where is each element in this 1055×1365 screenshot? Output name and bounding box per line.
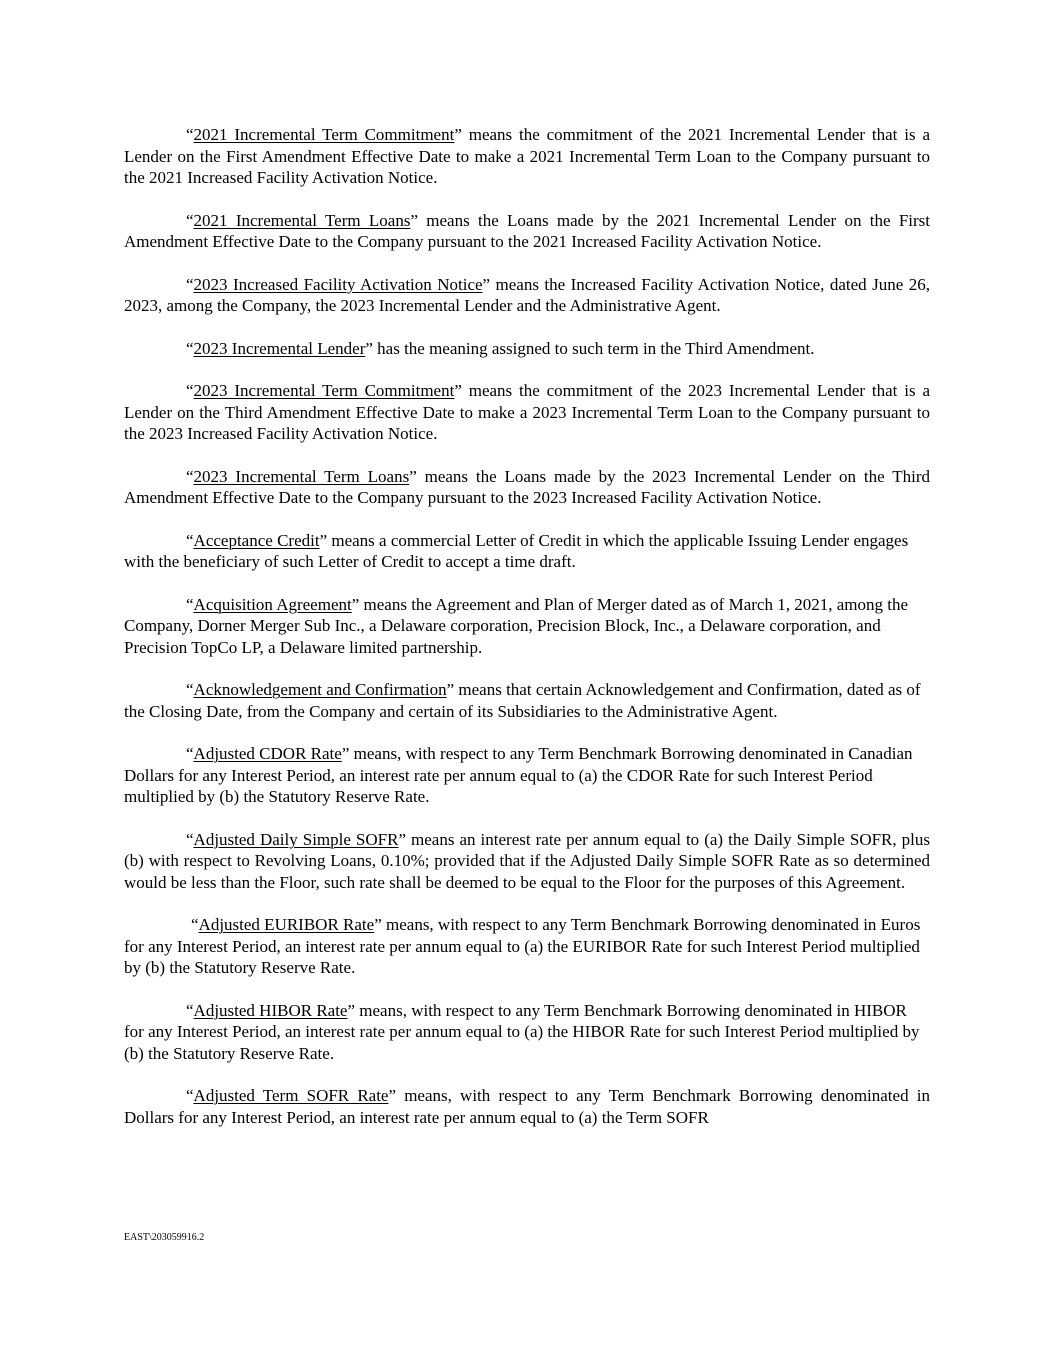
definition-paragraph: “Adjusted Term SOFR Rate” means, with respect to any Term Benchmark Borrowing denominated in Dollars for any Interest Period, an interest rate per annum equal to (a) the Term SOFR (124, 1086, 930, 1127)
defined-term: Acknowledgement and Confirmation (193, 680, 447, 699)
definition-text: ” means, with respect to any Term Benchmark Borrowing denominated in Canadian Dollars for any Interest Period, an interest rate per annum equal to (a) the CDOR Rate for such Interest Period multiplied by (b) the Statutory Reserve Rate. (124, 744, 913, 806)
definition-paragraph: “Acceptance Credit” means a commercial Letter of Credit in which the applicable Issuing Lender engages with the beneficiary of such Letter of Credit to accept a time draft. (124, 530, 909, 571)
defined-term: 2023 Incremental Term Commitment (193, 381, 455, 400)
definition-text: ” means, with respect to any Term Benchmark Borrowing denominated in HIBOR for any Interest Period, an interest rate per annum equal to (a) the HIBOR Rate for such Interest Period multiplied by (b) the Statutory Reserve Rate. (124, 1000, 920, 1063)
defined-term: 2023 Incremental Lender (193, 338, 366, 358)
definition-paragraph: “2023 Incremental Term Commitment” means the commitment of the 2023 Incremental Lender that is a Lender on the Third Amendment Effective Date to make a 2023 Incremental Term Loan to the Company pursuant to the 2023 Increased Facility Activation Notice. (124, 381, 930, 443)
definition-text: ” means the commitment of the 2021 Incremental Lender that is a Lender on the First Amendment Effective Date to make a 2021 Incremental Term Loan to the Company pursuant to the 2021 Increased Facility Activation Notice. (124, 125, 930, 187)
defined-term: Adjusted HIBOR Rate (193, 1000, 348, 1020)
definition-text: ” means, with respect to any Term Benchmark Borrowing denominated in Dollars for any Interest Period, an interest rate per annum equal to (a) the Term SOFR (124, 1086, 930, 1127)
defined-term: Adjusted EURIBOR Rate (198, 915, 375, 934)
definition-text: ” means a commercial Letter of Credit in which the applicable Issuing Lender engages with the beneficiary of such Letter of Credit to accept a time draft. (124, 530, 909, 571)
definition-paragraph: “2023 Increased Facility Activation Notice” means the Increased Facility Activation Notice, dated June 26, 2023, among the Company, the 2023 Incremental Lender and the Administrative Agent. (124, 274, 930, 315)
defined-term: Adjusted CDOR Rate (193, 744, 342, 763)
document-footer-id: EAST\203059916.2 (124, 1232, 205, 1243)
definition-text: ” means that certain Acknowledgement and Confirmation, dated as of the Closing Date, from the Company and certain of its Subsidiaries to the Administrative Agent. (124, 680, 921, 721)
defined-term: 2023 Increased Facility Activation Notice (193, 274, 483, 294)
defined-term: 2021 Incremental Term Commitment (193, 125, 455, 144)
definition-paragraph: “Acquisition Agreement” means the Agreement and Plan of Merger dated as of March 1, 2021, among the Company, Dorner Merger Sub Inc., a Delaware corporation, Precision Block, Inc., a Delaware corporation, and Precision TopCo LP, a Delaware limited partnership. (124, 594, 908, 657)
definition-text: ” means the Loans made by the 2023 Incremental Lender on the Third Amendment Effective Date to the Company pursuant to the 2023 Increased Facility Activation Notice. (124, 466, 930, 507)
definition-text: ” means the Agreement and Plan of Merger dated as of March 1, 2021, among the Company, Dorner Merger Sub Inc., a Delaware corporation, Precision Block, Inc., a Delaware corporation, and Precision TopCo LP, a Delaware limited partnership. (124, 594, 908, 657)
definition-paragraph: “2021 Incremental Term Loans” means the Loans made by the 2021 Incremental Lender on the First Amendment Effective Date to the Company pursuant to the 2021 Increased Facility Activation Notice. (124, 210, 930, 251)
definition-text: ” means the Increased Facility Activation Notice, dated June 26, 2023, among the Company, the 2023 Incremental Lender and the Administrative Agent. (124, 274, 930, 315)
defined-term: 2023 Incremental Term Loans (193, 466, 410, 486)
definition-paragraph: “2023 Incremental Term Loans” means the Loans made by the 2023 Incremental Lender on the Third Amendment Effective Date to the Company pursuant to the 2023 Increased Facility Activation Notice. (124, 466, 930, 507)
definition-paragraph: “Adjusted Daily Simple SOFR” means an interest rate per annum equal to (a) the Daily Simple SOFR, plus (b) with respect to Revolving Loans, 0.10%; provided that if the Adjusted Daily Simple SOFR Rate as so determined would be less than the Floor, such rate shall be deemed to be equal to the Floor for the purposes of this Agreement. (124, 829, 930, 892)
definition-paragraph: “2021 Incremental Term Commitment” means the commitment of the 2021 Incremental Lender that is a Lender on the First Amendment Effective Date to make a 2021 Incremental Term Loan to the Company pursuant to the 2021 Increased Facility Activation Notice. (124, 125, 930, 187)
definition-paragraph: “Adjusted EURIBOR Rate” means, with respect to any Term Benchmark Borrowing denominated in Euros for any Interest Period, an interest rate per annum equal to (a) the EURIBOR Rate for such Interest Period multiplied by (b) the Statutory Reserve Rate. (124, 915, 921, 977)
definition-paragraph: “Adjusted HIBOR Rate” means, with respect to any Term Benchmark Borrowing denominated in HIBOR for any Interest Period, an interest rate per annum equal to (a) the HIBOR Rate for such Interest Period multiplied by (b) the Statutory Reserve Rate. (124, 1000, 920, 1063)
definition-text: ” has the meaning assigned to such term in the Third Amendment. (365, 338, 815, 358)
defined-term: 2021 Incremental Term Loans (193, 210, 411, 230)
definition-text: ” means the Loans made by the 2021 Incremental Lender on the First Amendment Effective Date to the Company pursuant to the 2021 Increased Facility Activation Notice. (124, 210, 930, 251)
definition-paragraph: “2023 Incremental Lender” has the meaning assigned to such term in the Third Amendment. (186, 338, 815, 358)
definition-text: ” means an interest rate per annum equal to (a) the Daily Simple SOFR, plus (b) with respect to Revolving Loans, 0.10%; provided that if the Adjusted Daily Simple SOFR Rate as so determined would be less than the Floor, such rate shall be deemed to be equal to the Floor for the purposes of this Agreement. (124, 829, 930, 892)
defined-term: Adjusted Term SOFR Rate (193, 1086, 389, 1105)
defined-term: Acceptance Credit (193, 530, 320, 550)
definition-text: ” means the commitment of the 2023 Incremental Lender that is a Lender on the Third Amendment Effective Date to make a 2023 Incremental Term Loan to the Company pursuant to the 2023 Increased Facility Activation Notice. (124, 381, 930, 443)
defined-term: Acquisition Agreement (193, 594, 352, 614)
definition-text: ” means, with respect to any Term Benchmark Borrowing denominated in Euros for any Interest Period, an interest rate per annum equal to (a) the EURIBOR Rate for such Interest Period multiplied by (b) the Statutory Reserve Rate. (124, 915, 921, 977)
defined-term: Adjusted Daily Simple SOFR (193, 829, 399, 849)
document-page (124, 124, 930, 1128)
definition-paragraph: “Adjusted CDOR Rate” means, with respect to any Term Benchmark Borrowing denominated in Canadian Dollars for any Interest Period, an interest rate per annum equal to (a) the CDOR Rate for such Interest Period multiplied by (b) the Statutory Reserve Rate. (124, 744, 913, 806)
definition-paragraph: “Acknowledgement and Confirmation” means that certain Acknowledgement and Confirmation, dated as of the Closing Date, from the Company and certain of its Subsidiaries to the Administrative Agent. (124, 680, 921, 721)
